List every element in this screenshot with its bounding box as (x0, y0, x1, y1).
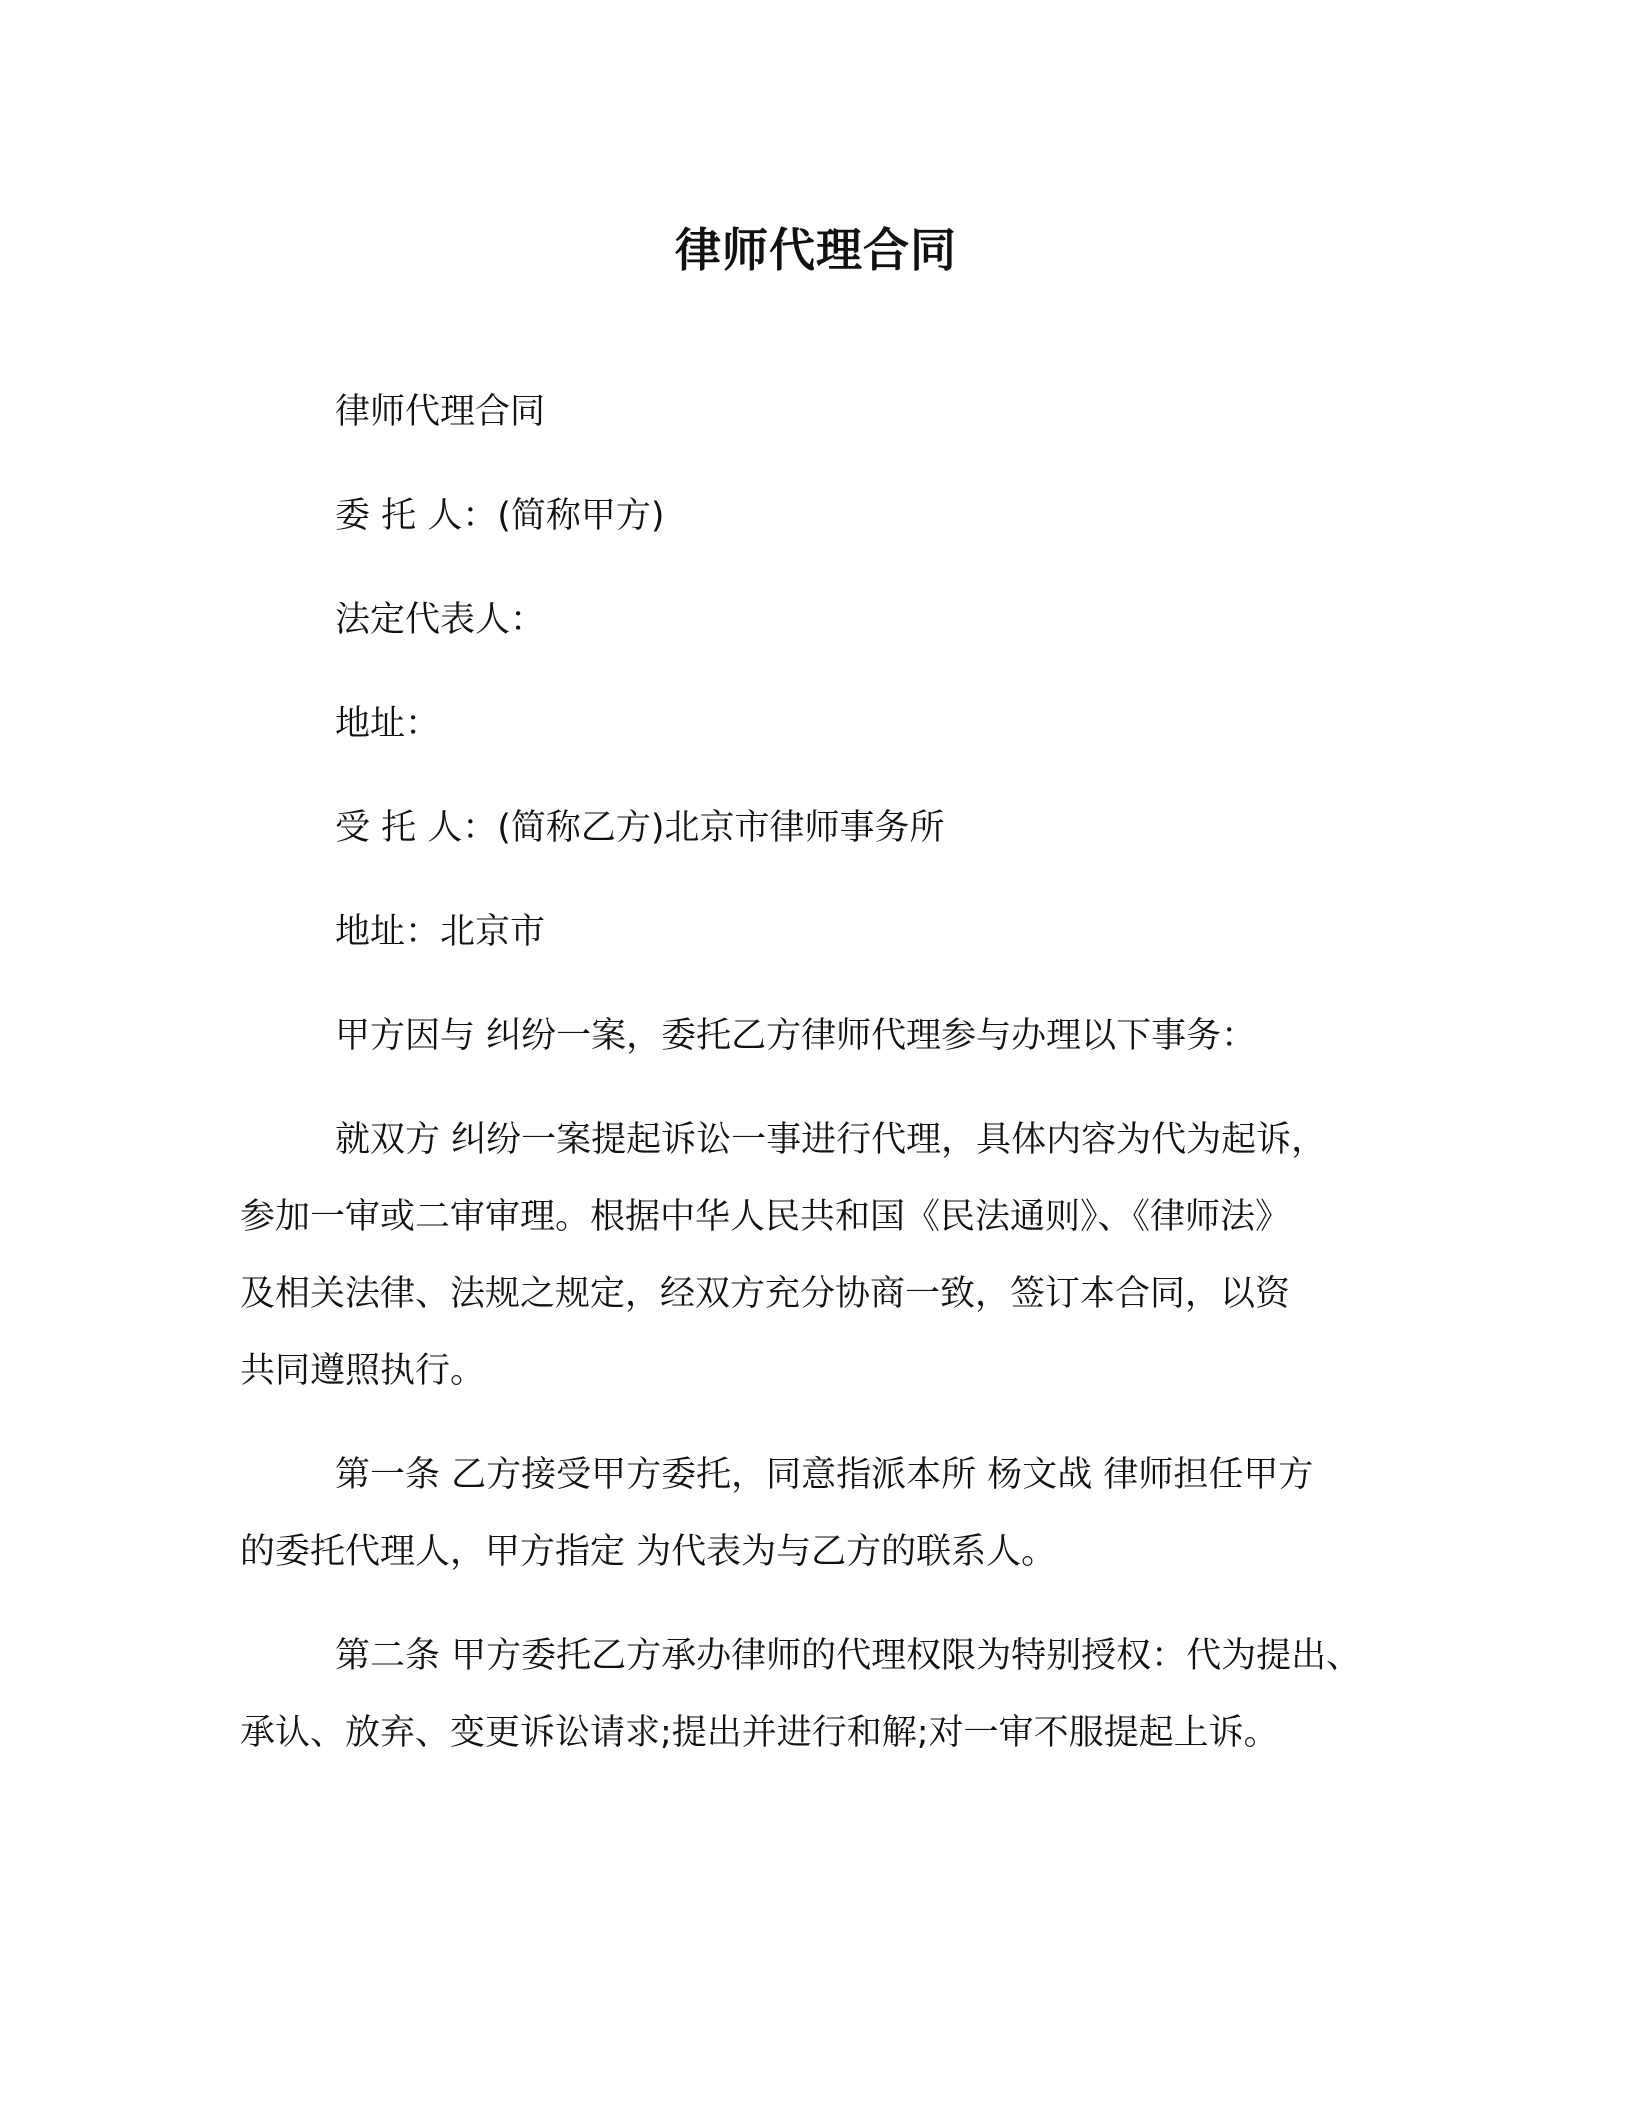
scope-paragraph (240, 1118, 1420, 1393)
paragraph-line: 就双方 纠纷一案提起诉讼一事进行代理，具体内容为代为起诉， (335, 1120, 1327, 1160)
client-address-field: 地址： (335, 704, 441, 744)
paragraph-line: 共同遵照执行。 (240, 1351, 486, 1391)
paragraph-line: 第一条 乙方接受甲方委托，同意指派本所 杨文战 律师担任甲方 (335, 1455, 1314, 1495)
article-1 (240, 1453, 1420, 1574)
paragraph-line: 及相关法律、法规之规定，经双方充分协商一致，签订本合同，以资 (240, 1274, 1291, 1314)
document-body (240, 390, 1420, 1815)
paragraph-line: 的委托代理人，甲方指定 为代表为与乙方的联系人。 (240, 1532, 1057, 1572)
document-title: 律师代理合同 (675, 223, 957, 277)
agent-field: 受 托 人：(简称乙方)北京市律师事务所 (335, 808, 945, 848)
paragraph-line: 承认、放弃、变更诉讼请求;提出并进行和解;对一审不服提起上诉。 (240, 1713, 1279, 1753)
document-subtitle: 律师代理合同 (335, 392, 546, 432)
legal-representative-field: 法定代表人： (335, 600, 546, 640)
client-field: 委 托 人：(简称甲方) (335, 496, 665, 536)
paragraph-line: 第二条 甲方委托乙方承办律师的代理权限为特别授权：代为提出、 (335, 1636, 1362, 1676)
intro-paragraph: 甲方因与 纠纷一案，委托乙方律师代理参与办理以下事务： (335, 1016, 1257, 1056)
paragraph-line: 参加一审或二审审理。根据中华人民共和国《民法通则》、《律师法》 (240, 1197, 1291, 1237)
agent-address-field: 地址：北京市 (335, 912, 546, 952)
article-2 (240, 1634, 1420, 1755)
